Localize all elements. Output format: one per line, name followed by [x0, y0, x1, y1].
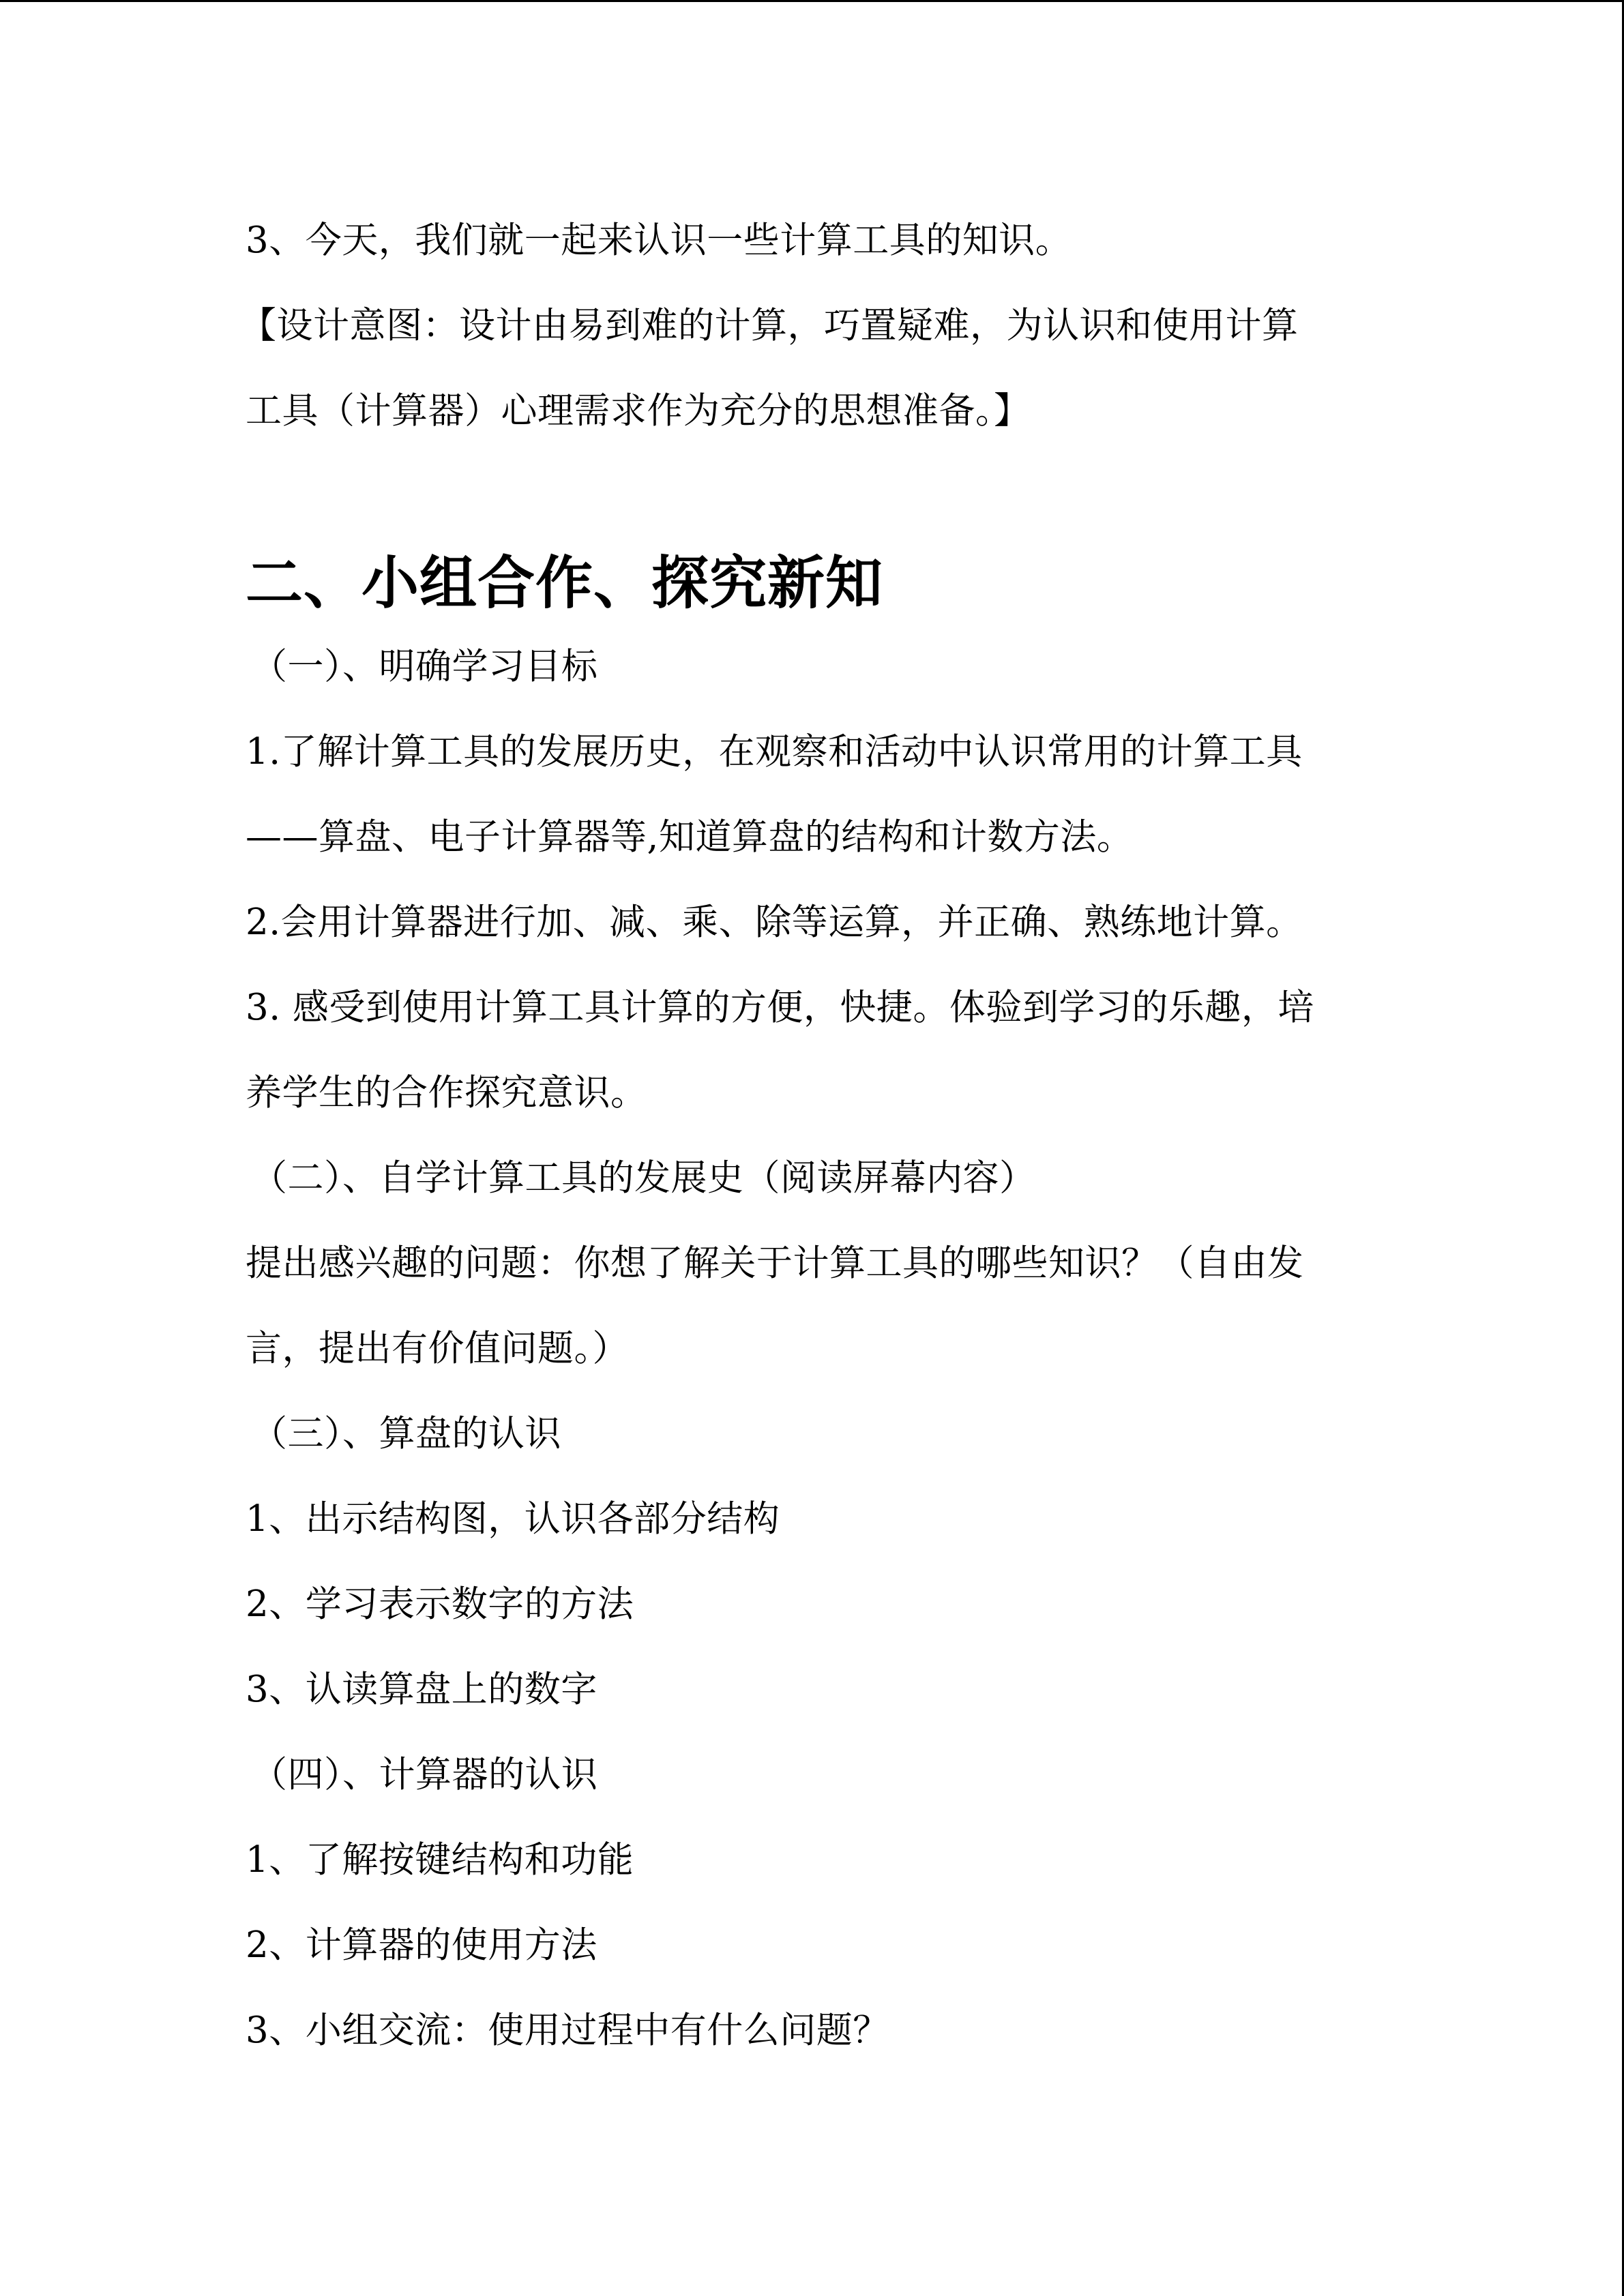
design-intent-line: 工具（计算器）心理需求作为充分的思想准备。】	[246, 390, 1031, 432]
text-line: 2.会用计算器进行加、减、乘、除等运算，并正确、熟练地计算。	[246, 901, 1303, 943]
text-line: 提出感兴趣的问题：你想了解关于计算工具的哪些知识？（自由发	[246, 1242, 1304, 1284]
text-line: 3. 感受到使用计算工具计算的方便，快捷。体验到学习的乐趣，培	[246, 987, 1314, 1028]
subsection-title: （一）、明确学习目标	[251, 646, 598, 687]
text-line: 3、小组交流：使用过程中有什么问题？	[246, 2010, 889, 2051]
text-line: 3、今天，我们就一起来认识一些计算工具的知识。	[246, 220, 1072, 261]
text-line: 1、了解按键结构和功能	[246, 1839, 634, 1881]
subsection-title: （三）、算盘的认识	[251, 1413, 561, 1455]
section-heading: 二、小组合作、探究新知	[246, 549, 884, 616]
text-line: 1、出示结构图，认识各部分结构	[246, 1498, 780, 1540]
text-line: 养学生的合作探究意识。	[246, 1072, 647, 1114]
design-intent-line: 【设计意图：设计由易到难的计算，巧置疑难，为认识和使用计算	[240, 305, 1299, 346]
subsection-title: （二）、自学计算工具的发展史（阅读屏幕内容）	[251, 1157, 1036, 1199]
text-line: 言，提出有价值问题。）	[246, 1328, 629, 1369]
text-line: 1.了解计算工具的发展历史，在观察和活动中认识常用的计算工具	[246, 731, 1303, 773]
text-line: ——算盘、电子计算器等,知道算盘的结构和计数方法。	[246, 816, 1134, 858]
text-line: 2、学习表示数字的方法	[246, 1583, 634, 1625]
text-line: 3、认读算盘上的数字	[246, 1669, 597, 1710]
subsection-title: （四）、计算器的认识	[251, 1754, 598, 1795]
text-line: 2、计算器的使用方法	[246, 1924, 597, 1966]
